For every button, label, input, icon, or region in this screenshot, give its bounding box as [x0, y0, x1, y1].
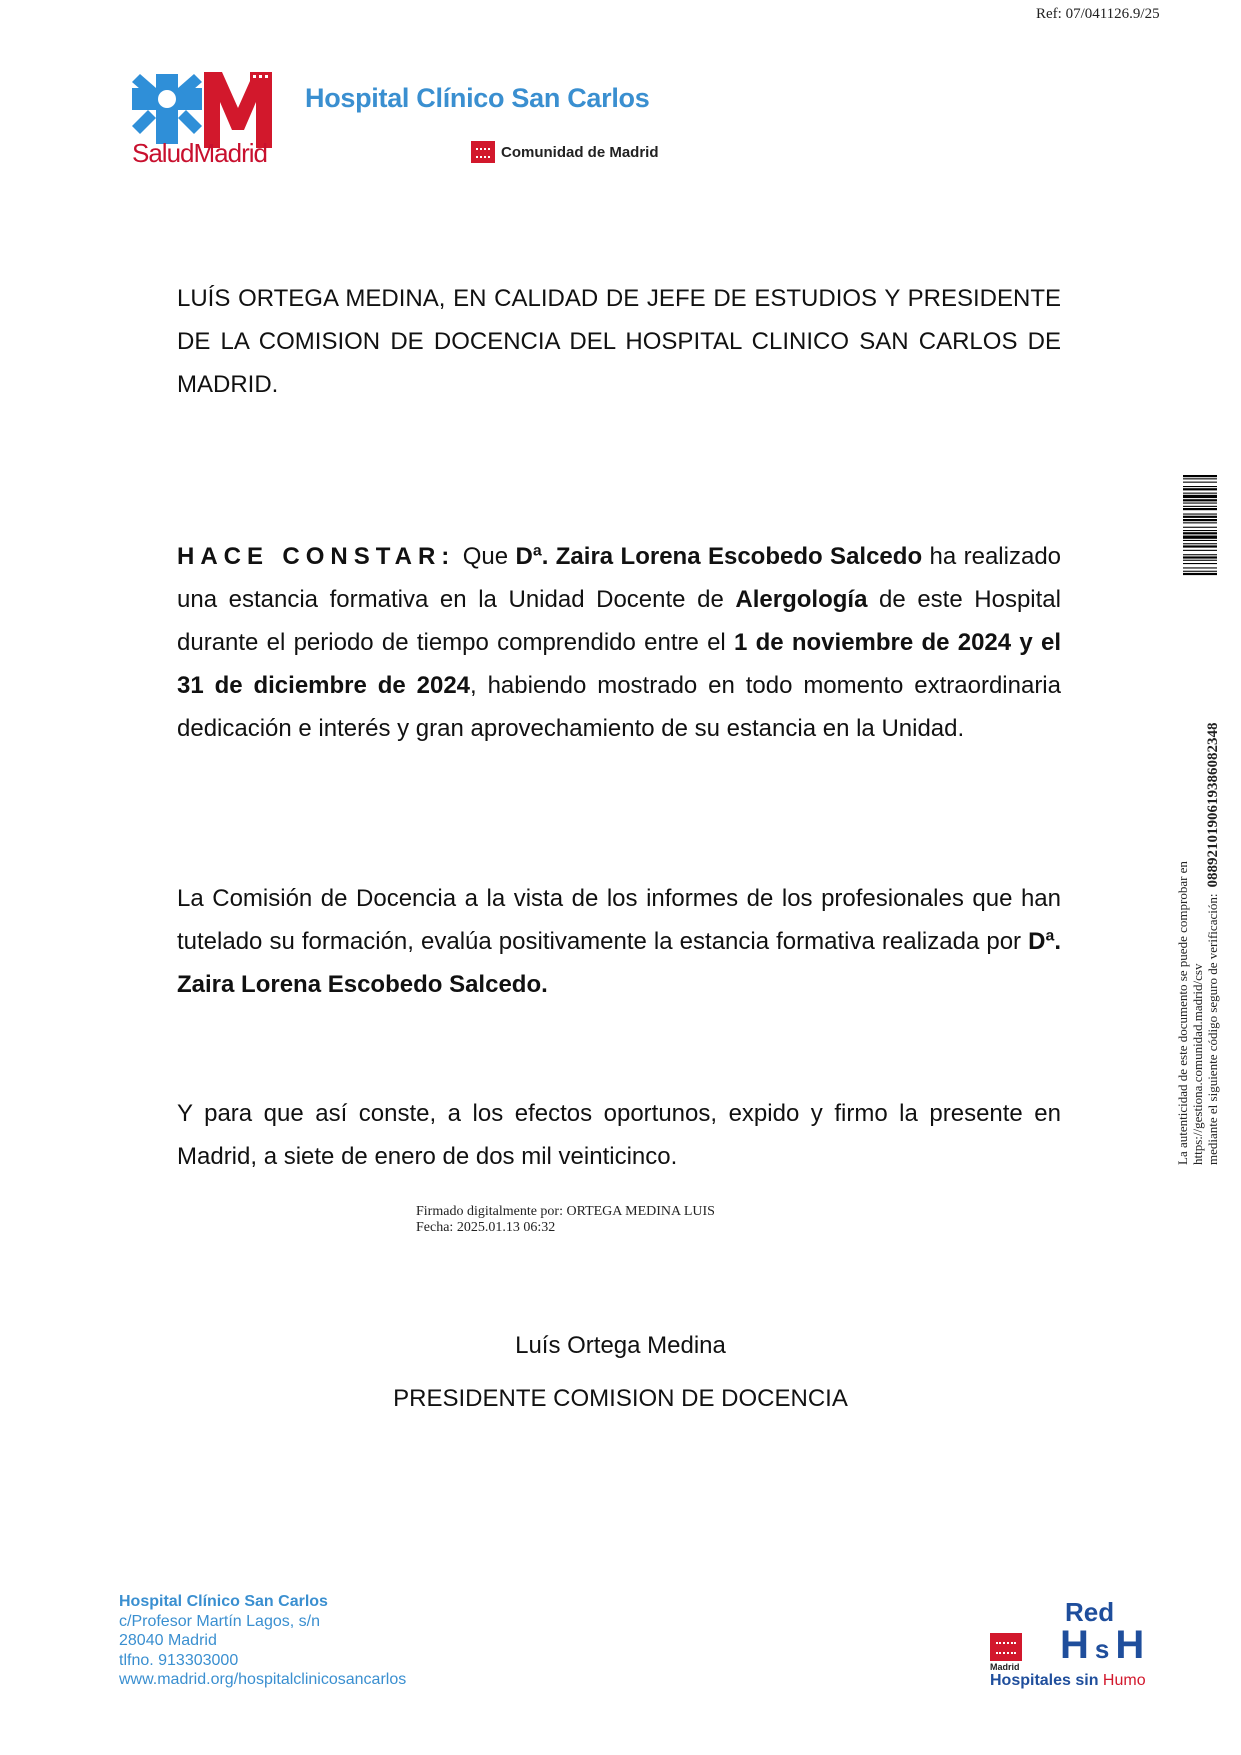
- barcode-bar: [1183, 486, 1217, 487]
- barcode-bar: [1183, 571, 1217, 572]
- intro-paragraph: LUÍS ORTEGA MEDINA, EN CALIDAD DE JEFE DE ESTUDIOS Y PRESIDENTE DE LA COMISION DE DOCENCIA DEL HOSPITAL CLINICO SAN CARLOS DE MADRID.: [177, 285, 1061, 398]
- salud-madrid-mark: [122, 68, 282, 148]
- barcode-bar: [1183, 514, 1217, 515]
- signer-name: Luís Ortega Medina: [515, 1332, 726, 1359]
- footer-hospital-name: Hospital Clínico San Carlos: [119, 1593, 328, 1610]
- barcode-bar: [1183, 506, 1217, 507]
- barcode-bar: [1183, 516, 1217, 518]
- comunidad-madrid-logo: [471, 140, 659, 164]
- certification-text-2: ha realizado una estancia formativa en la Unidad Docente de: [177, 543, 1062, 613]
- barcode-bar: [1183, 573, 1217, 575]
- certification-text-3: de este Hospital durante el periodo de tiempo comprendido entre el: [177, 586, 1061, 656]
- hsh-letter-h2: H: [1115, 1623, 1151, 1667]
- hsh-subtitle-humo: Humo: [1102, 1672, 1146, 1689]
- barcode-bar: [1183, 522, 1217, 523]
- barcode-bar: [1183, 540, 1217, 541]
- rotation-period: 1 de noviembre de 2024 y el 31 de diciembre de 2024: [177, 629, 1061, 699]
- barcode-bar: [1183, 554, 1217, 555]
- barcode-bar: [1183, 488, 1217, 490]
- digital-signature-stamp: [416, 1204, 715, 1236]
- salud-madrid-logo: [122, 68, 282, 176]
- digital-signature-signer: Firmado digitalmente por: ORTEGA MEDINA LUIS: [416, 1204, 715, 1219]
- barcode-bar: [1183, 567, 1217, 568]
- barcode-bar: [1183, 508, 1217, 510]
- verification-code: 0889210190619386082348: [1205, 722, 1221, 888]
- closing-paragraph: Y para que así conste, a los efectos oportunos, expido y firmo la presente en Madrid, a siete de enero de dos mil veinticinco.: [177, 1100, 1061, 1170]
- barcode-bar: [1183, 503, 1217, 504]
- verification-barcode: [1183, 475, 1217, 655]
- evaluation-paragraph: [177, 877, 1061, 1006]
- hsh-madrid-text: Madrid: [990, 1662, 1020, 1672]
- barcode-bar: [1183, 475, 1217, 477]
- evaluated-resident-name: Dª. Zaira Lorena Escobedo Salcedo.: [177, 928, 1061, 998]
- barcode-bar: [1183, 545, 1217, 547]
- verification-line-3: mediante el siguiente código seguro de verificación:: [1205, 893, 1220, 1165]
- barcode-bar: [1183, 532, 1217, 534]
- hsh-subtitle-main: Hospitales sin: [990, 1672, 1103, 1689]
- barcode-bar: [1183, 536, 1217, 539]
- barcode-bar: [1183, 556, 1217, 558]
- hsh-red-text: Red: [1065, 1597, 1115, 1627]
- hospital-name: Hospital Clínico San Carlos: [305, 83, 650, 113]
- digital-signature-date: Fecha: 2025.01.13 06:32: [416, 1220, 556, 1235]
- footer-phone: tlfno. 913303000: [119, 1651, 239, 1669]
- hsh-letters: [1060, 1623, 1150, 1668]
- verification-note: [1175, 665, 1235, 1165]
- barcode-bar: [1183, 527, 1217, 528]
- hsh-letter-s: s: [1094, 1634, 1116, 1664]
- barcode-bar: [1183, 499, 1217, 501]
- red-hospitales-sin-humo-logo: [990, 1597, 1180, 1692]
- comunidad-madrid-text: Comunidad de Madrid: [501, 143, 659, 161]
- salud-madrid-text: SaludMadrid: [132, 138, 267, 168]
- resident-name: Dª. Zaira Lorena Escobedo Salcedo: [515, 543, 923, 570]
- barcode-bar: [1183, 560, 1217, 561]
- certification-text-4: , habiendo mostrado en todo momento extraordinaria dedicación e interés y gran aprovechamiento de su estancia en la Unidad.: [177, 672, 1061, 742]
- madrid-flag-icon: [990, 1633, 1022, 1661]
- barcode-bar: [1183, 495, 1217, 498]
- barcode-bar: [1183, 530, 1217, 531]
- footer-website: www.madrid.org/hospitalclinicosancarlos: [119, 1671, 407, 1688]
- barcode-bar: [1183, 493, 1217, 494]
- barcode-bar: [1183, 519, 1217, 521]
- verification-line-2: https://gestiona.comunidad.madrid/csv: [1190, 963, 1205, 1165]
- barcode-bar: [1183, 563, 1217, 564]
- barcode-bar: [1183, 478, 1217, 479]
- certification-text-1: Que: [455, 543, 516, 570]
- footer-city: 28040 Madrid: [119, 1632, 217, 1649]
- madrid-flag-icon: [471, 141, 495, 163]
- barcode-bar: [1183, 550, 1217, 551]
- signer-title: PRESIDENTE COMISION DE DOCENCIA: [393, 1385, 848, 1412]
- verification-line-1: La autenticidad de este documento se puede comprobar en: [1175, 861, 1190, 1165]
- footer-address: [119, 1592, 406, 1690]
- barcode-bar: [1183, 482, 1217, 483]
- hsh-subtitle: [990, 1672, 1146, 1690]
- certification-paragraph: [177, 535, 1061, 750]
- hace-constar-label: HACE CONSTAR:: [177, 543, 456, 570]
- document-reference: Ref: 07/041126.9/25: [1036, 6, 1160, 22]
- barcode-bar: [1183, 543, 1217, 544]
- evaluation-text: La Comisión de Docencia a la vista de los informes de los profesionales que han tutelado su formación, evalúa positivamente la estancia formativa realizada por: [177, 885, 1061, 955]
- unit-name: Alergología: [735, 586, 868, 613]
- footer-street: c/Profesor Martín Lagos, s/n: [119, 1612, 320, 1630]
- hsh-letter-h1: H: [1060, 1623, 1095, 1667]
